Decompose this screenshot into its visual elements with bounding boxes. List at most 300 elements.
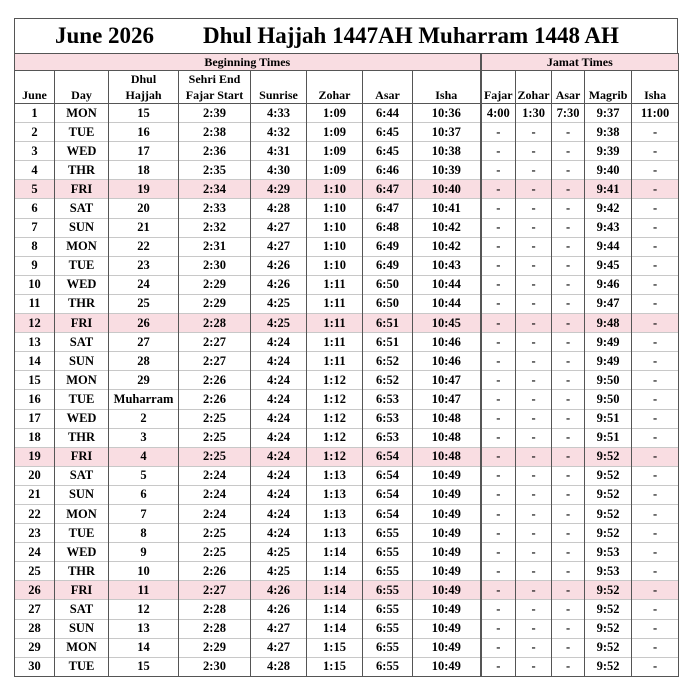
cell-jamat-fajr: - xyxy=(481,581,516,600)
cell-asar: 6:44 xyxy=(363,104,413,123)
table-row xyxy=(15,619,679,638)
cell-jamat-zohar: - xyxy=(516,390,552,409)
cell-sunrise: 4:24 xyxy=(251,333,307,352)
cell-day: SUN xyxy=(55,352,109,371)
cell-sunrise: 4:27 xyxy=(251,619,307,638)
cell-jamat-asar: - xyxy=(552,428,585,447)
cell-jamat-fajr: - xyxy=(481,218,516,237)
cell-isha: 10:49 xyxy=(413,657,481,676)
cell-day: MON xyxy=(55,371,109,390)
header-isha: Isha xyxy=(413,87,481,104)
table-row xyxy=(15,485,679,504)
cell-isha: 10:48 xyxy=(413,428,481,447)
cell-sunrise: 4:24 xyxy=(251,409,307,428)
cell-jamat-asar: - xyxy=(552,447,585,466)
cell-jamat-zohar: - xyxy=(516,218,552,237)
table-row xyxy=(15,104,679,123)
cell-date: 20 xyxy=(15,466,55,485)
cell-day: MON xyxy=(55,237,109,256)
cell-sunrise: 4:24 xyxy=(251,504,307,523)
cell-jamat-fajr: - xyxy=(481,485,516,504)
cell-sunrise: 4:32 xyxy=(251,123,307,142)
cell-hijri-date: 22 xyxy=(109,237,179,256)
cell-zohar: 1:10 xyxy=(307,199,363,218)
cell-jamat-fajr: - xyxy=(481,466,516,485)
cell-day: THR xyxy=(55,294,109,313)
cell-isha: 10:36 xyxy=(413,104,481,123)
cell-day: TUE xyxy=(55,390,109,409)
cell-date: 4 xyxy=(15,161,55,180)
cell-hijri-date: 19 xyxy=(109,180,179,199)
cell-jamat-magrib: 9:48 xyxy=(585,314,632,333)
cell-day: FRI xyxy=(55,447,109,466)
cell-day: FRI xyxy=(55,314,109,333)
cell-day: THR xyxy=(55,161,109,180)
cell-jamat-isha: - xyxy=(632,161,679,180)
cell-jamat-zohar: - xyxy=(516,371,552,390)
cell-jamat-zohar: - xyxy=(516,428,552,447)
cell-date: 12 xyxy=(15,314,55,333)
cell-jamat-asar: - xyxy=(552,142,585,161)
cell-isha: 10:44 xyxy=(413,294,481,313)
cell-jamat-isha: - xyxy=(632,409,679,428)
cell-jamat-magrib: 9:52 xyxy=(585,504,632,523)
cell-date: 29 xyxy=(15,638,55,657)
table-row xyxy=(15,524,679,543)
cell-day: SAT xyxy=(55,466,109,485)
cell-date: 21 xyxy=(15,485,55,504)
cell-jamat-isha: - xyxy=(632,524,679,543)
cell-fajr-start: 2:26 xyxy=(179,390,251,409)
cell-jamat-magrib: 9:40 xyxy=(585,161,632,180)
cell-jamat-isha: - xyxy=(632,504,679,523)
cell-asar: 6:55 xyxy=(363,581,413,600)
cell-isha: 10:37 xyxy=(413,123,481,142)
cell-sunrise: 4:28 xyxy=(251,657,307,676)
cell-jamat-asar: - xyxy=(552,256,585,275)
cell-jamat-fajr: - xyxy=(481,428,516,447)
cell-jamat-zohar: - xyxy=(516,657,552,676)
header-jamat-asar: Asar xyxy=(552,87,585,104)
cell-sunrise: 4:24 xyxy=(251,524,307,543)
header-jamat-magrib: Magrib xyxy=(585,87,632,104)
cell-jamat-magrib: 9:50 xyxy=(585,390,632,409)
cell-fajr-start: 2:28 xyxy=(179,619,251,638)
cell-fajr-start: 2:24 xyxy=(179,504,251,523)
cell-fajr-start: 2:39 xyxy=(179,104,251,123)
table-row xyxy=(15,638,679,657)
cell-isha: 10:38 xyxy=(413,142,481,161)
cell-jamat-fajr: - xyxy=(481,275,516,294)
cell-isha: 10:49 xyxy=(413,619,481,638)
header-hijri-bottom: Hajjah xyxy=(109,87,179,104)
cell-fajr-start: 2:28 xyxy=(179,314,251,333)
cell-fajr-start: 2:31 xyxy=(179,237,251,256)
cell-jamat-asar: - xyxy=(552,161,585,180)
table-row xyxy=(15,409,679,428)
cell-jamat-zohar: - xyxy=(516,543,552,562)
header-jamat-fajr: Fajar xyxy=(481,87,516,104)
cell-jamat-zohar: - xyxy=(516,123,552,142)
cell-jamat-isha: - xyxy=(632,237,679,256)
cell-fajr-start: 2:29 xyxy=(179,275,251,294)
cell-isha: 10:48 xyxy=(413,409,481,428)
cell-asar: 6:49 xyxy=(363,237,413,256)
cell-isha: 10:42 xyxy=(413,218,481,237)
cell-asar: 6:55 xyxy=(363,543,413,562)
cell-asar: 6:55 xyxy=(363,524,413,543)
cell-fajr-start: 2:30 xyxy=(179,657,251,676)
cell-zohar: 1:10 xyxy=(307,256,363,275)
header-zohar: Zohar xyxy=(307,87,363,104)
cell-date: 27 xyxy=(15,600,55,619)
cell-zohar: 1:12 xyxy=(307,390,363,409)
cell-sunrise: 4:24 xyxy=(251,447,307,466)
cell-day: FRI xyxy=(55,180,109,199)
cell-jamat-zohar: - xyxy=(516,199,552,218)
cell-zohar: 1:09 xyxy=(307,123,363,142)
cell-isha: 10:46 xyxy=(413,333,481,352)
cell-jamat-magrib: 9:43 xyxy=(585,218,632,237)
table-row xyxy=(15,600,679,619)
cell-fajr-start: 2:28 xyxy=(179,600,251,619)
cell-jamat-asar: - xyxy=(552,314,585,333)
cell-fajr-start: 2:35 xyxy=(179,161,251,180)
table-row xyxy=(15,237,679,256)
cell-fajr-start: 2:25 xyxy=(179,524,251,543)
cell-jamat-asar: - xyxy=(552,123,585,142)
cell-jamat-magrib: 9:52 xyxy=(585,524,632,543)
cell-hijri-date: 7 xyxy=(109,504,179,523)
cell-jamat-asar: - xyxy=(552,237,585,256)
cell-day: MON xyxy=(55,638,109,657)
cell-jamat-fajr: - xyxy=(481,314,516,333)
cell-jamat-magrib: 9:51 xyxy=(585,428,632,447)
cell-date: 3 xyxy=(15,142,55,161)
cell-jamat-magrib: 9:38 xyxy=(585,123,632,142)
cell-jamat-asar: 7:30 xyxy=(552,104,585,123)
cell-zohar: 1:13 xyxy=(307,485,363,504)
cell-hijri-date: 14 xyxy=(109,638,179,657)
cell-fajr-start: 2:24 xyxy=(179,466,251,485)
table-row xyxy=(15,218,679,237)
header-sehri-top: Sehri End xyxy=(179,71,251,88)
cell-sunrise: 4:31 xyxy=(251,142,307,161)
cell-isha: 10:43 xyxy=(413,256,481,275)
cell-day: SAT xyxy=(55,600,109,619)
cell-hijri-date: 21 xyxy=(109,218,179,237)
cell-asar: 6:55 xyxy=(363,600,413,619)
cell-jamat-asar: - xyxy=(552,409,585,428)
cell-date: 9 xyxy=(15,256,55,275)
cell-jamat-zohar: 1:30 xyxy=(516,104,552,123)
cell-jamat-zohar: - xyxy=(516,581,552,600)
cell-jamat-asar: - xyxy=(552,218,585,237)
cell-jamat-isha: - xyxy=(632,543,679,562)
cell-jamat-magrib: 9:49 xyxy=(585,352,632,371)
cell-fajr-start: 2:27 xyxy=(179,581,251,600)
cell-jamat-isha: - xyxy=(632,447,679,466)
cell-jamat-zohar: - xyxy=(516,447,552,466)
cell-jamat-isha: - xyxy=(632,371,679,390)
cell-jamat-fajr: - xyxy=(481,524,516,543)
cell-asar: 6:55 xyxy=(363,638,413,657)
table-row xyxy=(15,180,679,199)
cell-day: SUN xyxy=(55,619,109,638)
cell-hijri-date: 13 xyxy=(109,619,179,638)
header-jamat-isha: Isha xyxy=(632,87,679,104)
cell-jamat-zohar: - xyxy=(516,161,552,180)
cell-date: 10 xyxy=(15,275,55,294)
cell-fajr-start: 2:34 xyxy=(179,180,251,199)
cell-zohar: 1:10 xyxy=(307,237,363,256)
cell-jamat-zohar: - xyxy=(516,638,552,657)
cell-jamat-magrib: 9:53 xyxy=(585,543,632,562)
cell-day: THR xyxy=(55,428,109,447)
cell-day: SAT xyxy=(55,199,109,218)
cell-asar: 6:55 xyxy=(363,562,413,581)
cell-asar: 6:53 xyxy=(363,409,413,428)
cell-sunrise: 4:33 xyxy=(251,104,307,123)
cell-jamat-fajr: - xyxy=(481,600,516,619)
cell-jamat-asar: - xyxy=(552,543,585,562)
header-jamat-zohar: Zohar xyxy=(517,88,550,102)
cell-zohar: 1:14 xyxy=(307,619,363,638)
cell-jamat-isha: - xyxy=(632,485,679,504)
cell-isha: 10:41 xyxy=(413,199,481,218)
cell-isha: 10:49 xyxy=(413,524,481,543)
cell-date: 15 xyxy=(15,371,55,390)
header-row-top xyxy=(15,71,679,88)
cell-jamat-magrib: 9:53 xyxy=(585,562,632,581)
cell-zohar: 1:10 xyxy=(307,180,363,199)
cell-sunrise: 4:24 xyxy=(251,390,307,409)
cell-jamat-zohar: - xyxy=(516,524,552,543)
cell-jamat-asar: - xyxy=(552,333,585,352)
cell-jamat-fajr: - xyxy=(481,142,516,161)
cell-isha: 10:49 xyxy=(413,543,481,562)
cell-jamat-zohar: - xyxy=(516,619,552,638)
cell-sunrise: 4:25 xyxy=(251,294,307,313)
table-row xyxy=(15,371,679,390)
cell-isha: 10:49 xyxy=(413,485,481,504)
cell-zohar: 1:12 xyxy=(307,371,363,390)
cell-date: 5 xyxy=(15,180,55,199)
cell-asar: 6:46 xyxy=(363,161,413,180)
cell-day: MON xyxy=(55,104,109,123)
section-beginning-times: Beginning Times xyxy=(15,54,481,71)
cell-isha: 10:40 xyxy=(413,180,481,199)
cell-day: WED xyxy=(55,275,109,294)
cell-date: 16 xyxy=(15,390,55,409)
cell-hijri-date: 5 xyxy=(109,466,179,485)
cell-day: SUN xyxy=(55,485,109,504)
cell-asar: 6:54 xyxy=(363,485,413,504)
cell-isha: 10:49 xyxy=(413,504,481,523)
cell-jamat-asar: - xyxy=(552,390,585,409)
cell-jamat-fajr: - xyxy=(481,371,516,390)
cell-jamat-zohar: - xyxy=(516,352,552,371)
cell-jamat-isha: - xyxy=(632,657,679,676)
cell-asar: 6:49 xyxy=(363,256,413,275)
table-row xyxy=(15,657,679,676)
cell-zohar: 1:09 xyxy=(307,104,363,123)
timetable-body xyxy=(15,104,679,677)
cell-jamat-isha: - xyxy=(632,390,679,409)
cell-jamat-fajr: - xyxy=(481,638,516,657)
cell-hijri-date: 24 xyxy=(109,275,179,294)
cell-asar: 6:55 xyxy=(363,619,413,638)
header-fajr-start: Fajar Start xyxy=(179,87,251,104)
cell-jamat-isha: - xyxy=(632,352,679,371)
table-row xyxy=(15,314,679,333)
table-row xyxy=(15,428,679,447)
cell-asar: 6:51 xyxy=(363,314,413,333)
header-asar: Asar xyxy=(363,87,413,104)
cell-zohar: 1:09 xyxy=(307,142,363,161)
cell-day: WED xyxy=(55,409,109,428)
cell-jamat-asar: - xyxy=(552,485,585,504)
cell-jamat-fajr: - xyxy=(481,123,516,142)
cell-sunrise: 4:25 xyxy=(251,314,307,333)
table-row xyxy=(15,333,679,352)
cell-jamat-asar: - xyxy=(552,619,585,638)
cell-sunrise: 4:24 xyxy=(251,466,307,485)
cell-jamat-fajr: - xyxy=(481,352,516,371)
title-month: June 2026 xyxy=(55,23,155,48)
cell-fajr-start: 2:29 xyxy=(179,294,251,313)
cell-zohar: 1:12 xyxy=(307,447,363,466)
cell-hijri-date: 15 xyxy=(109,104,179,123)
cell-date: 18 xyxy=(15,428,55,447)
cell-jamat-isha: - xyxy=(632,466,679,485)
cell-date: 25 xyxy=(15,562,55,581)
cell-sunrise: 4:28 xyxy=(251,199,307,218)
cell-asar: 6:47 xyxy=(363,199,413,218)
cell-jamat-fajr: - xyxy=(481,447,516,466)
cell-jamat-isha: - xyxy=(632,199,679,218)
cell-jamat-magrib: 9:44 xyxy=(585,237,632,256)
cell-jamat-asar: - xyxy=(552,657,585,676)
cell-sunrise: 4:24 xyxy=(251,352,307,371)
cell-date: 13 xyxy=(15,333,55,352)
cell-jamat-zohar: - xyxy=(516,466,552,485)
cell-jamat-magrib: 9:37 xyxy=(585,104,632,123)
cell-jamat-isha: - xyxy=(632,638,679,657)
cell-jamat-isha: - xyxy=(632,428,679,447)
cell-date: 6 xyxy=(15,199,55,218)
cell-sunrise: 4:27 xyxy=(251,638,307,657)
cell-day: WED xyxy=(55,543,109,562)
cell-jamat-isha: - xyxy=(632,123,679,142)
cell-jamat-isha: - xyxy=(632,581,679,600)
cell-asar: 6:52 xyxy=(363,371,413,390)
cell-asar: 6:45 xyxy=(363,142,413,161)
timetable-sheet xyxy=(14,18,678,677)
cell-zohar: 1:14 xyxy=(307,562,363,581)
cell-jamat-zohar: - xyxy=(516,333,552,352)
cell-zohar: 1:14 xyxy=(307,600,363,619)
cell-jamat-asar: - xyxy=(552,294,585,313)
table-row xyxy=(15,275,679,294)
cell-day: TUE xyxy=(55,524,109,543)
cell-jamat-magrib: 9:52 xyxy=(585,447,632,466)
cell-day: TUE xyxy=(55,657,109,676)
cell-isha: 10:47 xyxy=(413,390,481,409)
cell-zohar: 1:14 xyxy=(307,543,363,562)
cell-asar: 6:54 xyxy=(363,447,413,466)
cell-hijri-date: Muharram xyxy=(109,390,179,409)
cell-jamat-fajr: - xyxy=(481,161,516,180)
cell-jamat-asar: - xyxy=(552,638,585,657)
cell-day: MON xyxy=(55,504,109,523)
cell-hijri-date: 9 xyxy=(109,543,179,562)
cell-hijri-date: 2 xyxy=(109,409,179,428)
table-row xyxy=(15,142,679,161)
table-row xyxy=(15,199,679,218)
cell-isha: 10:44 xyxy=(413,275,481,294)
header-june: June xyxy=(15,87,55,104)
cell-jamat-magrib: 9:52 xyxy=(585,638,632,657)
table-row xyxy=(15,123,679,142)
cell-zohar: 1:11 xyxy=(307,352,363,371)
cell-jamat-isha: - xyxy=(632,218,679,237)
cell-asar: 6:53 xyxy=(363,428,413,447)
cell-jamat-magrib: 9:41 xyxy=(585,180,632,199)
cell-day: FRI xyxy=(55,581,109,600)
cell-hijri-date: 10 xyxy=(109,562,179,581)
cell-jamat-magrib: 9:49 xyxy=(585,333,632,352)
cell-jamat-isha: - xyxy=(632,600,679,619)
cell-day: SUN xyxy=(55,218,109,237)
cell-asar: 6:45 xyxy=(363,123,413,142)
cell-jamat-asar: - xyxy=(552,466,585,485)
cell-jamat-zohar: - xyxy=(516,142,552,161)
cell-day: SAT xyxy=(55,333,109,352)
cell-hijri-date: 20 xyxy=(109,199,179,218)
cell-jamat-asar: - xyxy=(552,199,585,218)
cell-jamat-asar: - xyxy=(552,600,585,619)
cell-date: 1 xyxy=(15,104,55,123)
cell-jamat-fajr: - xyxy=(481,543,516,562)
cell-sunrise: 4:29 xyxy=(251,180,307,199)
cell-jamat-fajr: - xyxy=(481,199,516,218)
cell-jamat-zohar: - xyxy=(516,294,552,313)
cell-jamat-fajr: - xyxy=(481,409,516,428)
cell-fajr-start: 2:32 xyxy=(179,218,251,237)
cell-jamat-zohar: - xyxy=(516,600,552,619)
cell-jamat-fajr: - xyxy=(481,390,516,409)
cell-hijri-date: 12 xyxy=(109,600,179,619)
cell-jamat-isha: - xyxy=(632,275,679,294)
cell-isha: 10:49 xyxy=(413,581,481,600)
cell-sunrise: 4:27 xyxy=(251,237,307,256)
cell-zohar: 1:13 xyxy=(307,466,363,485)
cell-sunrise: 4:26 xyxy=(251,600,307,619)
cell-date: 8 xyxy=(15,237,55,256)
cell-fajr-start: 2:36 xyxy=(179,142,251,161)
cell-sunrise: 4:24 xyxy=(251,371,307,390)
cell-date: 30 xyxy=(15,657,55,676)
cell-jamat-zohar: - xyxy=(516,504,552,523)
cell-hijri-date: 27 xyxy=(109,333,179,352)
cell-jamat-fajr: - xyxy=(481,333,516,352)
cell-jamat-isha: - xyxy=(632,333,679,352)
cell-isha: 10:49 xyxy=(413,600,481,619)
cell-asar: 6:50 xyxy=(363,294,413,313)
header-day: Day xyxy=(55,87,109,104)
cell-fajr-start: 2:25 xyxy=(179,447,251,466)
